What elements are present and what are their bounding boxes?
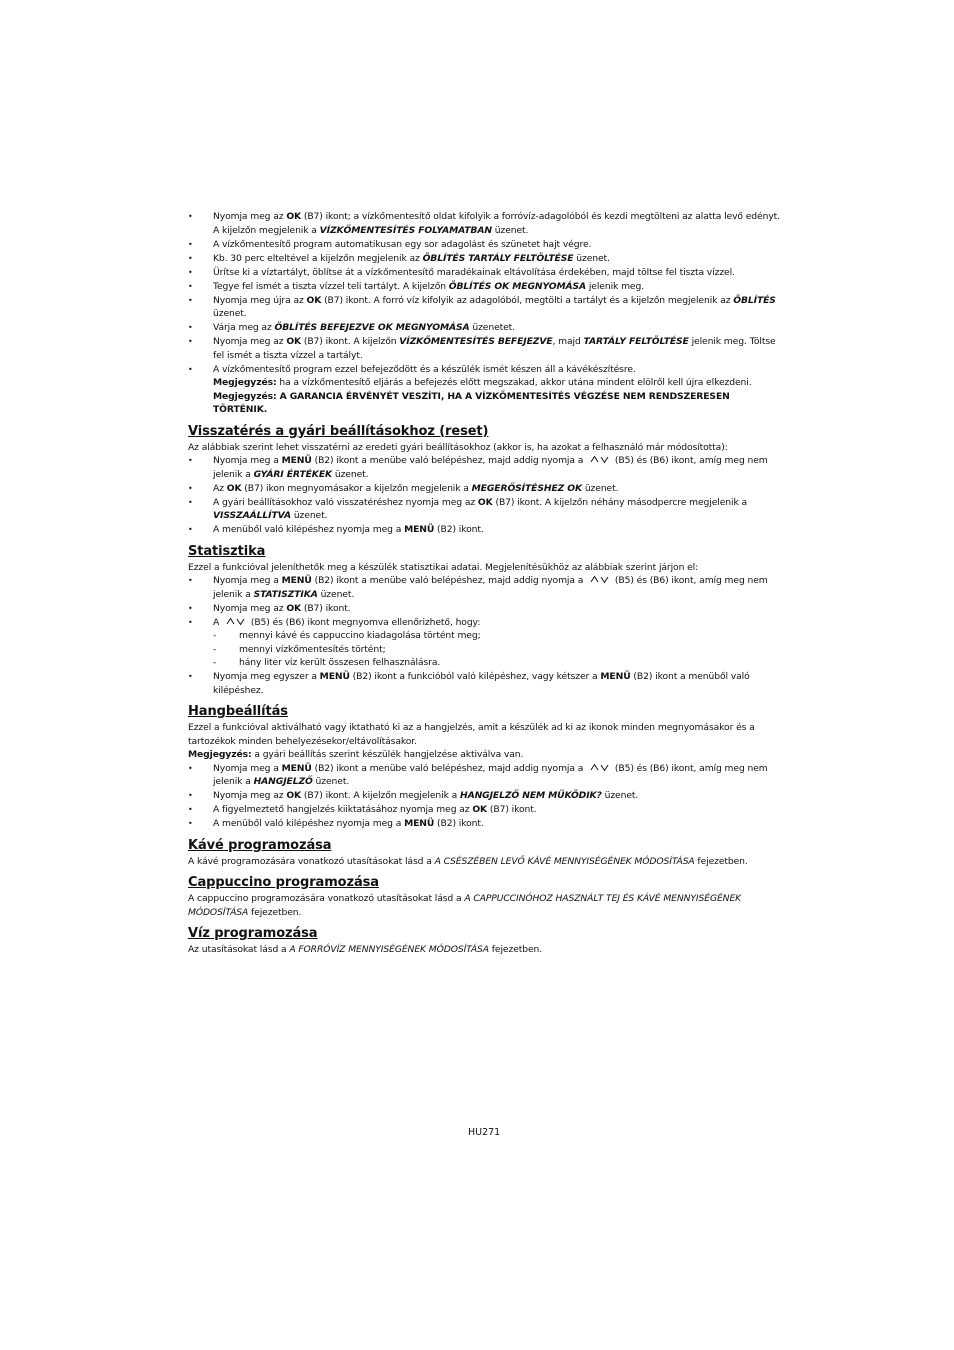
sound-note: Megjegyzés: a gyári beállítás szerint készülék hangjelzése aktiválva van.	[188, 749, 524, 760]
list-item: • Nyomja meg a MENÜ (B2) ikont a menübe való belépéshez, majd addig nyomja a (B5) és (B6) ikont, amíg meg nem jelenik a GYÁRI ÉRTÉKEK üzenet.	[188, 454, 780, 481]
coffee-programming-text: A kávé programozására vonatkozó utasításokat lásd a A CSÉSZÉBEN LEVŐ KÁVÉ MENNYISÉGÉNEK MÓDOSÍTÁSA fejezetben.	[188, 855, 748, 867]
descaling-steps-list	[188, 210, 780, 417]
page-number: HU271	[468, 1127, 501, 1138]
list-item: - mennyi kávé és cappuccino kiadagolása történt meg;	[188, 629, 780, 643]
reset-steps-list	[188, 454, 780, 537]
list-item: • Nyomja meg egyszer a MENÜ (B2) ikont a funkcióból való kilépéshez, vagy kétszer a MENÜ (B2) ikont a menüből való kilépéshez.	[188, 670, 780, 697]
list-item: - mennyi vízkőmentesítés történt;	[188, 643, 780, 657]
list-item: • Nyomja meg a MENÜ (B2) ikont a menübe való belépéshez, majd addig nyomja a (B5) és (B6) ikont, amíg meg nem jelenik a STATISZTIKA üzenet.	[188, 574, 780, 601]
list-item: • Nyomja meg újra az OK (B7) ikont. A forró víz kifolyik az adagolóból, megtölti a tartályt és a kijelzőn megjelenik az ÖBLÍTÉS üzenet.	[188, 294, 780, 321]
water-programming-heading: Víz programozása	[188, 926, 318, 941]
statistics-values-list	[213, 629, 780, 670]
reset-heading: Visszatérés a gyári beállításokhoz (reset)	[188, 423, 489, 439]
statistics-intro: Ezzel a funkcióval jeleníthetők meg a készülék statisztikai adatai. Megjelenítésükhöz az alábbiak szerint járjon el:	[188, 561, 699, 573]
list-item: • Kb. 30 perc elteltével a kijelzőn megjelenik az ÖBLÍTÉS TARTÁLY FELTÖLTÉSE üzenet.	[188, 252, 780, 266]
up-down-arrows-icon	[590, 763, 610, 772]
list-item: • A vízkőmentesítő program ezzel befejeződött és a készülék ismét készen áll a kávékészítésre. Megjegyzés: ha a vízkőmentesítő eljárás a befejezés előtt megszakad, akkor utána mindent elölről kell újra elkezdeni. Megjegyzés: A GARANCIA ÉRVÉNYÉT VESZÍTI, HA A VÍZKŐMENTESÍTÉS VÉGZÉSE NEM RENDSZERESEN TÖRTÉNIK.	[188, 363, 780, 417]
list-item: • A figyelmeztető hangjelzés kiiktatásához nyomja meg az OK (B7) ikont.	[188, 803, 780, 817]
list-item: • Nyomja meg az OK (B7) ikont; a vízkőmentesítő oldat kifolyik a forróvíz-adagolóból és kezdi megtölteni az alatta levő edényt. A kijelzőn megjelenik a VÍZKŐMENTESÍTÉS FOLYAMATBAN üzenet.	[188, 210, 780, 237]
list-item: • A gyári beállításokhoz való visszatéréshez nyomja meg az OK (B7) ikont. A kijelzőn néhány másodpercre megjelenik a VISSZAÁLLÍTVA üzenet.	[188, 496, 780, 523]
up-down-arrows-icon	[590, 575, 610, 584]
list-item: • Az OK (B7) ikon megnyomásakor a kijelzőn megjelenik a MEGERŐSÍTÉSHEZ OK üzenet.	[188, 482, 780, 496]
coffee-programming-heading: Kávé programozása	[188, 837, 332, 853]
list-item: • Ürítse ki a víztartályt, öblítse át a vízkőmentesítő maradékainak eltávolítása érdekében, majd töltse fel tiszta vízzel.	[188, 266, 780, 280]
up-down-arrows-icon	[590, 455, 610, 464]
list-item: • Nyomja meg az OK (B7) ikont. A kijelzőn megjelenik a HANGJELZŐ NEM MŰKÖDIK? üzenet.	[188, 789, 780, 803]
sound-heading: Hangbeállítás	[188, 704, 288, 719]
up-down-arrows-icon	[226, 617, 246, 626]
statistics-heading: Statisztika	[188, 543, 266, 559]
list-item: • Tegye fel ismét a tiszta vízzel teli tartályt. A kijelzőn ÖBLÍTÉS OK MEGNYOMÁSA jelenik meg.	[188, 280, 780, 294]
list-item: • Nyomja meg az OK (B7) ikont.	[188, 602, 780, 616]
sound-intro: Ezzel a funkcióval aktiválható vagy iktatható ki az a hangjelzés, amit a készülék ad ki az ikonok minden megnyomásakor és a tartozékok minden behelyezésekor/eltávolításakor.	[188, 722, 755, 747]
list-item: • A (B5) és (B6) ikont megnyomva ellenőrizhető, hogy: - mennyi kávé és cappuccino kiadagolása történt meg; - mennyi vízkőmentesítés történt; - hány liter víz került összesen felhasználásra.	[188, 616, 780, 670]
reset-intro: Az alábbiak szerint lehet visszatérni az eredeti gyári beállításokhoz (akkor is, ha azokat a felhasználó már módosította):	[188, 441, 728, 453]
list-item: - hány liter víz került összesen felhasználásra.	[188, 656, 780, 670]
list-item: • A menüből való kilépéshez nyomja meg a MENÜ (B2) ikont.	[188, 523, 780, 537]
list-item: • Nyomja meg a MENÜ (B2) ikont a menübe való belépéshez, majd addig nyomja a (B5) és (B6) ikont, amíg meg nem jelenik a HANGJELZŐ üzenet.	[188, 762, 780, 789]
cappuccino-programming-text: A cappuccino programozására vonatkozó utasításokat lásd a A CAPPUCCINÓHOZ HASZNÁLT TEJ ÉS KÁVÉ MENNYISÉGÉNEK MÓDOSÍTÁSA fejezetben.	[188, 893, 742, 918]
statistics-steps-list	[188, 574, 780, 697]
sound-steps-list	[188, 762, 780, 831]
warranty-note: Megjegyzés: A GARANCIA ÉRVÉNYÉT VESZÍTI, HA A VÍZKŐMENTESÍTÉS VÉGZÉSE NEM RENDSZERESEN TÖRTÉNIK.	[213, 390, 730, 415]
list-item: • A vízkőmentesítő program automatikusan egy sor adagolást és szünetet hajt végre.	[188, 238, 780, 252]
water-programming-text: Az utasításokat lásd a A FORRÓVÍZ MENNYISÉGÉNEK MÓDOSÍTÁSA fejezetben.	[188, 944, 543, 955]
document-body	[188, 210, 780, 957]
list-item: • A menüből való kilépéshez nyomja meg a MENÜ (B2) ikont.	[188, 817, 780, 831]
cappuccino-programming-heading: Cappuccino programozása	[188, 875, 379, 890]
list-item: • Nyomja meg az OK (B7) ikont. A kijelzőn VÍZKŐMENTESÍTÉS BEFEJEZVE, majd TARTÁLY FELTÖLTÉSE jelenik meg. Töltse fel ismét a tiszta vízzel a tartályt.	[188, 335, 780, 362]
list-item: • Várja meg az ÖBLÍTÉS BEFEJEZVE OK MEGNYOMÁSA üzenetet.	[188, 321, 780, 335]
note: Megjegyzés: ha a vízkőmentesítő eljárás a befejezés előtt megszakad, akkor utána mindent elölről kell újra elkezdeni.	[213, 377, 752, 388]
